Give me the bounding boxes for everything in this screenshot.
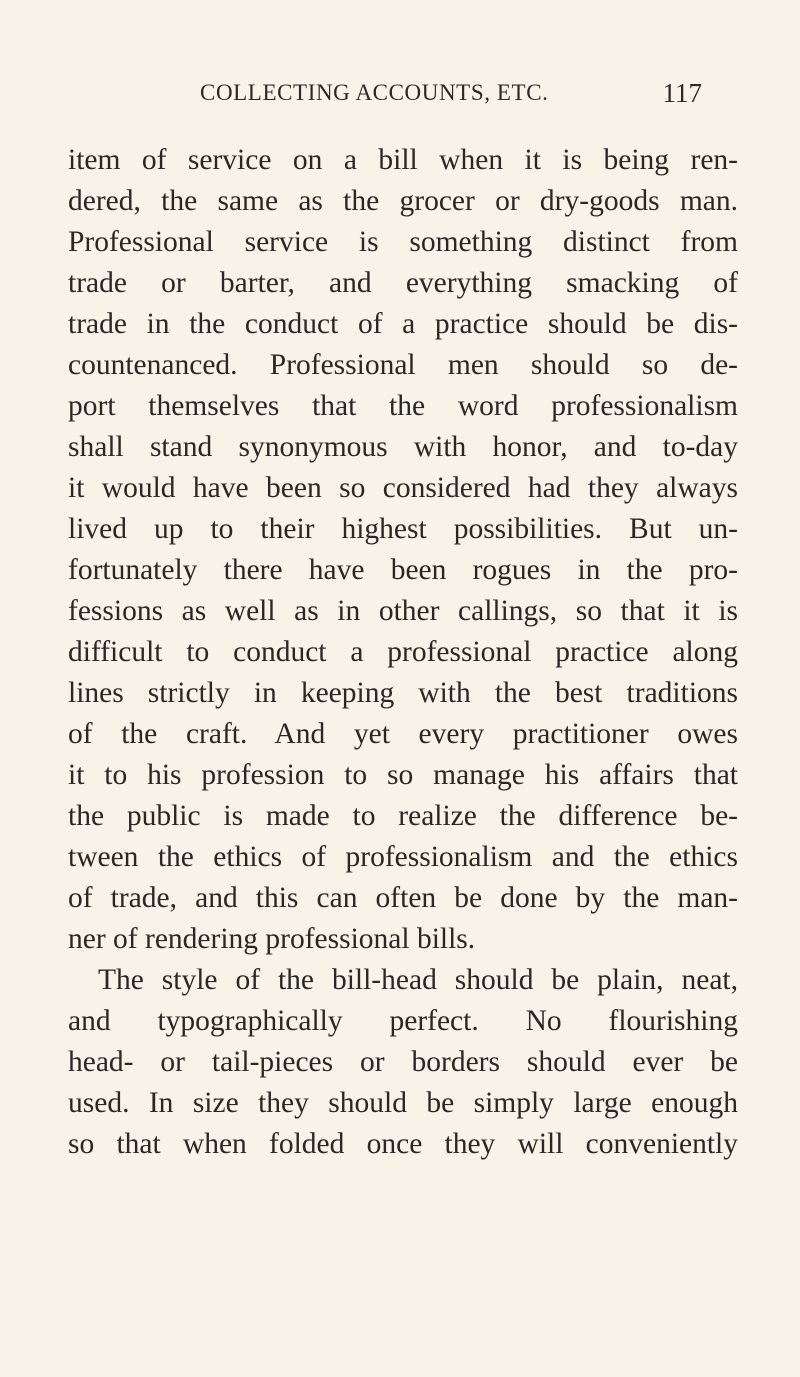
text-line: Professional service is something distinct from <box>68 226 738 258</box>
text-line: the public is made to realize the difference be- <box>68 800 738 832</box>
text-line: of the craft. And yet every practitioner owes <box>68 718 738 750</box>
text-line: lines strictly in keeping with the best traditions <box>68 677 738 709</box>
text-line: head- or tail-pieces or borders should ever be <box>68 1046 738 1078</box>
text-line: shall stand synonymous with honor, and to-day <box>68 431 738 463</box>
text-line: fessions as well as in other callings, so that it is <box>68 595 738 627</box>
text-line: trade or barter, and everything smacking of <box>68 267 738 299</box>
running-head <box>68 80 708 120</box>
text-line: of trade, and this can often be done by the man- <box>68 882 738 914</box>
text-line: difficult to conduct a professional practice along <box>68 636 738 668</box>
text-line: port themselves that the word professionalism <box>68 390 738 422</box>
text-line: countenanced. Professional men should so de- <box>68 349 738 381</box>
body-text <box>68 140 738 1165</box>
text-line: dered, the same as the grocer or dry-goods man. <box>68 185 738 217</box>
text-line: it would have been so considered had they always <box>68 472 738 504</box>
text-line: trade in the conduct of a practice should be dis- <box>68 308 738 340</box>
text-line: ner of rendering professional bills. <box>68 923 476 955</box>
text-line: lived up to their highest possibilities. But un- <box>68 513 738 545</box>
page-number: 117 <box>662 78 702 108</box>
text-line: item of service on a bill when it is being ren- <box>68 144 738 176</box>
running-head-title: COLLECTING ACCOUNTS, ETC. <box>200 80 549 105</box>
text-line: fortunately there have been rogues in the pro- <box>68 554 738 586</box>
text-line: so that when folded once they will conveniently <box>68 1128 738 1160</box>
text-line: tween the ethics of professionalism and the ethics <box>68 841 738 873</box>
text-line: used. In size they should be simply large enough <box>68 1087 738 1119</box>
text-line: and typographically perfect. No flourishing <box>68 1005 738 1037</box>
text-line: it to his profession to so manage his affairs that <box>68 759 738 791</box>
paragraph-start-line: The style of the bill-head should be plain, neat, <box>98 964 738 996</box>
